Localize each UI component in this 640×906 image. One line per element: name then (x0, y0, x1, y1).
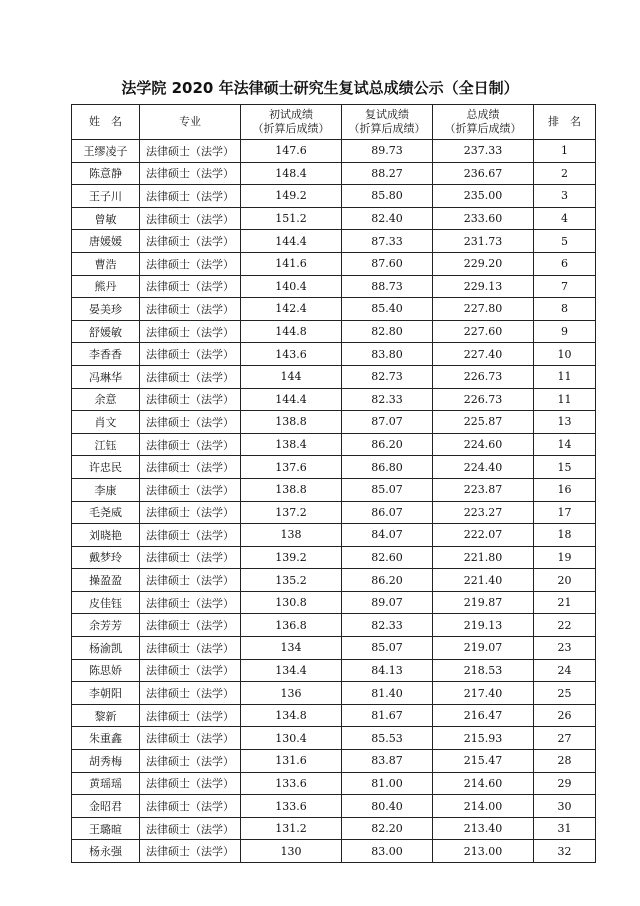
cell-major: 法律硕士（法学） (140, 772, 241, 795)
cell-major: 法律硕士（法学） (140, 343, 241, 366)
header-retest-score (342, 105, 433, 140)
cell-name: 胡秀梅 (72, 750, 140, 773)
cell-total-score: 227.80 (433, 298, 534, 321)
cell-total-score: 222.07 (433, 524, 534, 547)
cell-retest-score: 82.80 (342, 320, 433, 343)
cell-rank: 11 (534, 365, 596, 388)
cell-rank: 25 (534, 682, 596, 705)
table-row (72, 727, 596, 750)
table-row (72, 185, 596, 208)
cell-initial-score: 137.2 (241, 501, 342, 524)
cell-retest-score: 82.60 (342, 546, 433, 569)
cell-total-score: 217.40 (433, 682, 534, 705)
cell-name: 毛尧威 (72, 501, 140, 524)
cell-retest-score: 85.53 (342, 727, 433, 750)
cell-retest-score: 83.00 (342, 840, 433, 863)
table-row (72, 343, 596, 366)
cell-rank: 8 (534, 298, 596, 321)
cell-initial-score: 131.6 (241, 750, 342, 773)
cell-rank: 22 (534, 614, 596, 637)
cell-retest-score: 82.73 (342, 365, 433, 388)
cell-total-score: 224.40 (433, 456, 534, 479)
cell-total-score: 215.47 (433, 750, 534, 773)
cell-name: 江钰 (72, 433, 140, 456)
cell-total-score: 237.33 (433, 140, 534, 163)
cell-rank: 15 (534, 456, 596, 479)
cell-name: 曹浩 (72, 252, 140, 275)
cell-major: 法律硕士（法学） (140, 275, 241, 298)
cell-rank: 16 (534, 478, 596, 501)
cell-total-score: 226.73 (433, 365, 534, 388)
table-row (72, 772, 596, 795)
cell-initial-score: 142.4 (241, 298, 342, 321)
cell-retest-score: 81.00 (342, 772, 433, 795)
cell-initial-score: 134.4 (241, 659, 342, 682)
cell-name: 许忠民 (72, 456, 140, 479)
table-row (72, 320, 596, 343)
table-row (72, 569, 596, 592)
cell-total-score: 233.60 (433, 207, 534, 230)
cell-rank: 9 (534, 320, 596, 343)
cell-retest-score: 88.27 (342, 162, 433, 185)
table-row (72, 524, 596, 547)
cell-initial-score: 136.8 (241, 614, 342, 637)
scores-table (71, 104, 596, 863)
cell-initial-score: 139.2 (241, 546, 342, 569)
cell-name: 刘晓艳 (72, 524, 140, 547)
cell-name: 唐媛媛 (72, 230, 140, 253)
cell-major: 法律硕士（法学） (140, 682, 241, 705)
cell-retest-score: 82.33 (342, 388, 433, 411)
table-row (72, 207, 596, 230)
cell-rank: 11 (534, 388, 596, 411)
table-row (72, 456, 596, 479)
cell-total-score: 216.47 (433, 704, 534, 727)
cell-rank: 14 (534, 433, 596, 456)
cell-total-score: 221.40 (433, 569, 534, 592)
cell-name: 曾敏 (72, 207, 140, 230)
header-major: 专业 (140, 105, 241, 140)
cell-retest-score: 82.20 (342, 817, 433, 840)
cell-name: 操盈盈 (72, 569, 140, 592)
cell-major: 法律硕士（法学） (140, 298, 241, 321)
cell-major: 法律硕士（法学） (140, 185, 241, 208)
cell-initial-score: 138.8 (241, 478, 342, 501)
cell-major: 法律硕士（法学） (140, 659, 241, 682)
table-row (72, 162, 596, 185)
cell-total-score: 218.53 (433, 659, 534, 682)
cell-major: 法律硕士（法学） (140, 637, 241, 660)
header-initial-score (241, 105, 342, 140)
cell-major: 法律硕士（法学） (140, 140, 241, 163)
cell-initial-score: 131.2 (241, 817, 342, 840)
table-row (72, 817, 596, 840)
cell-name: 舒媛敏 (72, 320, 140, 343)
cell-total-score: 215.93 (433, 727, 534, 750)
cell-initial-score: 130 (241, 840, 342, 863)
cell-initial-score: 136 (241, 682, 342, 705)
cell-name: 杨永强 (72, 840, 140, 863)
cell-rank: 29 (534, 772, 596, 795)
cell-total-score: 214.00 (433, 795, 534, 818)
cell-rank: 10 (534, 343, 596, 366)
header-retest-line1: 复试成绩 (365, 108, 409, 121)
cell-retest-score: 82.40 (342, 207, 433, 230)
cell-rank: 24 (534, 659, 596, 682)
cell-initial-score: 133.6 (241, 772, 342, 795)
cell-name: 李朝阳 (72, 682, 140, 705)
cell-total-score: 224.60 (433, 433, 534, 456)
cell-major: 法律硕士（法学） (140, 524, 241, 547)
cell-total-score: 213.40 (433, 817, 534, 840)
cell-rank: 1 (534, 140, 596, 163)
cell-retest-score: 89.73 (342, 140, 433, 163)
cell-initial-score: 138.4 (241, 433, 342, 456)
cell-rank: 7 (534, 275, 596, 298)
header-row (72, 105, 596, 140)
cell-name: 余芳芳 (72, 614, 140, 637)
header-rank: 排 名 (534, 105, 596, 140)
table-row (72, 637, 596, 660)
cell-initial-score: 143.6 (241, 343, 342, 366)
cell-name: 李康 (72, 478, 140, 501)
cell-initial-score: 138.8 (241, 411, 342, 434)
table-row (72, 140, 596, 163)
cell-rank: 13 (534, 411, 596, 434)
cell-initial-score: 133.6 (241, 795, 342, 818)
cell-initial-score: 141.6 (241, 252, 342, 275)
cell-rank: 19 (534, 546, 596, 569)
header-initial-line2: （折算后成绩） (252, 122, 330, 135)
cell-initial-score: 144 (241, 365, 342, 388)
cell-total-score: 219.13 (433, 614, 534, 637)
cell-name: 王子川 (72, 185, 140, 208)
cell-retest-score: 84.07 (342, 524, 433, 547)
cell-name: 黎新 (72, 704, 140, 727)
cell-retest-score: 81.67 (342, 704, 433, 727)
table-row (72, 252, 596, 275)
cell-initial-score: 144.8 (241, 320, 342, 343)
cell-retest-score: 87.60 (342, 252, 433, 275)
cell-total-score: 227.40 (433, 343, 534, 366)
cell-initial-score: 137.6 (241, 456, 342, 479)
cell-major: 法律硕士（法学） (140, 252, 241, 275)
cell-retest-score: 86.20 (342, 433, 433, 456)
table-row (72, 840, 596, 863)
cell-initial-score: 144.4 (241, 230, 342, 253)
cell-rank: 17 (534, 501, 596, 524)
cell-total-score: 229.20 (433, 252, 534, 275)
cell-rank: 3 (534, 185, 596, 208)
cell-retest-score: 83.87 (342, 750, 433, 773)
cell-major: 法律硕士（法学） (140, 546, 241, 569)
cell-retest-score: 87.33 (342, 230, 433, 253)
cell-major: 法律硕士（法学） (140, 840, 241, 863)
cell-total-score: 214.60 (433, 772, 534, 795)
cell-initial-score: 130.8 (241, 591, 342, 614)
cell-initial-score: 134.8 (241, 704, 342, 727)
table-row (72, 795, 596, 818)
cell-total-score: 223.87 (433, 478, 534, 501)
cell-initial-score: 151.2 (241, 207, 342, 230)
cell-initial-score: 148.4 (241, 162, 342, 185)
table-row (72, 704, 596, 727)
table-row (72, 750, 596, 773)
cell-rank: 4 (534, 207, 596, 230)
cell-total-score: 219.87 (433, 591, 534, 614)
cell-name: 余意 (72, 388, 140, 411)
cell-rank: 2 (534, 162, 596, 185)
cell-retest-score: 85.40 (342, 298, 433, 321)
cell-major: 法律硕士（法学） (140, 750, 241, 773)
cell-total-score: 236.67 (433, 162, 534, 185)
table-row (72, 591, 596, 614)
table-row (72, 659, 596, 682)
cell-retest-score: 88.73 (342, 275, 433, 298)
cell-rank: 27 (534, 727, 596, 750)
table-row (72, 614, 596, 637)
cell-name: 晏美珍 (72, 298, 140, 321)
cell-initial-score: 138 (241, 524, 342, 547)
table-row (72, 230, 596, 253)
cell-name: 冯琳华 (72, 365, 140, 388)
cell-name: 戴梦玲 (72, 546, 140, 569)
table-row (72, 433, 596, 456)
cell-retest-score: 84.13 (342, 659, 433, 682)
cell-initial-score: 135.2 (241, 569, 342, 592)
cell-rank: 18 (534, 524, 596, 547)
cell-name: 皮佳钰 (72, 591, 140, 614)
cell-total-score: 231.73 (433, 230, 534, 253)
table-row (72, 411, 596, 434)
cell-major: 法律硕士（法学） (140, 320, 241, 343)
cell-major: 法律硕士（法学） (140, 433, 241, 456)
cell-total-score: 226.73 (433, 388, 534, 411)
cell-retest-score: 86.80 (342, 456, 433, 479)
header-total-line1: 总成绩 (466, 108, 500, 121)
cell-initial-score: 144.4 (241, 388, 342, 411)
header-total-score (433, 105, 534, 140)
cell-retest-score: 82.33 (342, 614, 433, 637)
cell-name: 陈意静 (72, 162, 140, 185)
cell-retest-score: 89.07 (342, 591, 433, 614)
cell-name: 李香香 (72, 343, 140, 366)
cell-name: 王璐暄 (72, 817, 140, 840)
cell-total-score: 221.80 (433, 546, 534, 569)
cell-retest-score: 80.40 (342, 795, 433, 818)
cell-rank: 31 (534, 817, 596, 840)
cell-name: 杨渝凯 (72, 637, 140, 660)
cell-retest-score: 85.07 (342, 637, 433, 660)
cell-name: 黄瑶瑶 (72, 772, 140, 795)
table-row (72, 478, 596, 501)
cell-total-score: 223.27 (433, 501, 534, 524)
cell-total-score: 219.07 (433, 637, 534, 660)
cell-initial-score: 140.4 (241, 275, 342, 298)
cell-rank: 32 (534, 840, 596, 863)
cell-total-score: 235.00 (433, 185, 534, 208)
cell-initial-score: 134 (241, 637, 342, 660)
table-row (72, 388, 596, 411)
cell-retest-score: 85.80 (342, 185, 433, 208)
cell-initial-score: 147.6 (241, 140, 342, 163)
cell-name: 王缪凌子 (72, 140, 140, 163)
cell-major: 法律硕士（法学） (140, 501, 241, 524)
header-initial-line1: 初试成绩 (269, 108, 313, 121)
table-row (72, 682, 596, 705)
cell-initial-score: 149.2 (241, 185, 342, 208)
cell-total-score: 229.13 (433, 275, 534, 298)
cell-rank: 21 (534, 591, 596, 614)
table-row (72, 298, 596, 321)
cell-retest-score: 83.80 (342, 343, 433, 366)
page-title: 法学院 2020 年法律硕士研究生复试总成绩公示（全日制） (121, 79, 519, 97)
cell-name: 熊丹 (72, 275, 140, 298)
cell-major: 法律硕士（法学） (140, 704, 241, 727)
cell-major: 法律硕士（法学） (140, 727, 241, 750)
cell-major: 法律硕士（法学） (140, 795, 241, 818)
cell-rank: 23 (534, 637, 596, 660)
header-total-line2: （折算后成绩） (444, 122, 522, 135)
cell-retest-score: 86.07 (342, 501, 433, 524)
cell-retest-score: 87.07 (342, 411, 433, 434)
cell-major: 法律硕士（法学） (140, 411, 241, 434)
cell-initial-score: 130.4 (241, 727, 342, 750)
cell-retest-score: 81.40 (342, 682, 433, 705)
cell-total-score: 213.00 (433, 840, 534, 863)
cell-total-score: 227.60 (433, 320, 534, 343)
cell-major: 法律硕士（法学） (140, 365, 241, 388)
cell-major: 法律硕士（法学） (140, 591, 241, 614)
cell-total-score: 225.87 (433, 411, 534, 434)
cell-retest-score: 85.07 (342, 478, 433, 501)
cell-major: 法律硕士（法学） (140, 478, 241, 501)
cell-name: 金昭君 (72, 795, 140, 818)
header-name: 姓 名 (72, 105, 140, 140)
cell-rank: 26 (534, 704, 596, 727)
cell-major: 法律硕士（法学） (140, 162, 241, 185)
cell-major: 法律硕士（法学） (140, 569, 241, 592)
cell-major: 法律硕士（法学） (140, 614, 241, 637)
table-row (72, 275, 596, 298)
cell-major: 法律硕士（法学） (140, 388, 241, 411)
cell-major: 法律硕士（法学） (140, 456, 241, 479)
cell-name: 肖文 (72, 411, 140, 434)
table-row (72, 546, 596, 569)
cell-rank: 30 (534, 795, 596, 818)
cell-retest-score: 86.20 (342, 569, 433, 592)
cell-rank: 5 (534, 230, 596, 253)
cell-rank: 28 (534, 750, 596, 773)
cell-major: 法律硕士（法学） (140, 207, 241, 230)
cell-rank: 20 (534, 569, 596, 592)
cell-name: 陈思娇 (72, 659, 140, 682)
cell-name: 朱重鑫 (72, 727, 140, 750)
cell-major: 法律硕士（法学） (140, 817, 241, 840)
table-row (72, 501, 596, 524)
table-row (72, 365, 596, 388)
cell-major: 法律硕士（法学） (140, 230, 241, 253)
cell-rank: 6 (534, 252, 596, 275)
header-retest-line2: （折算后成绩） (348, 122, 426, 135)
